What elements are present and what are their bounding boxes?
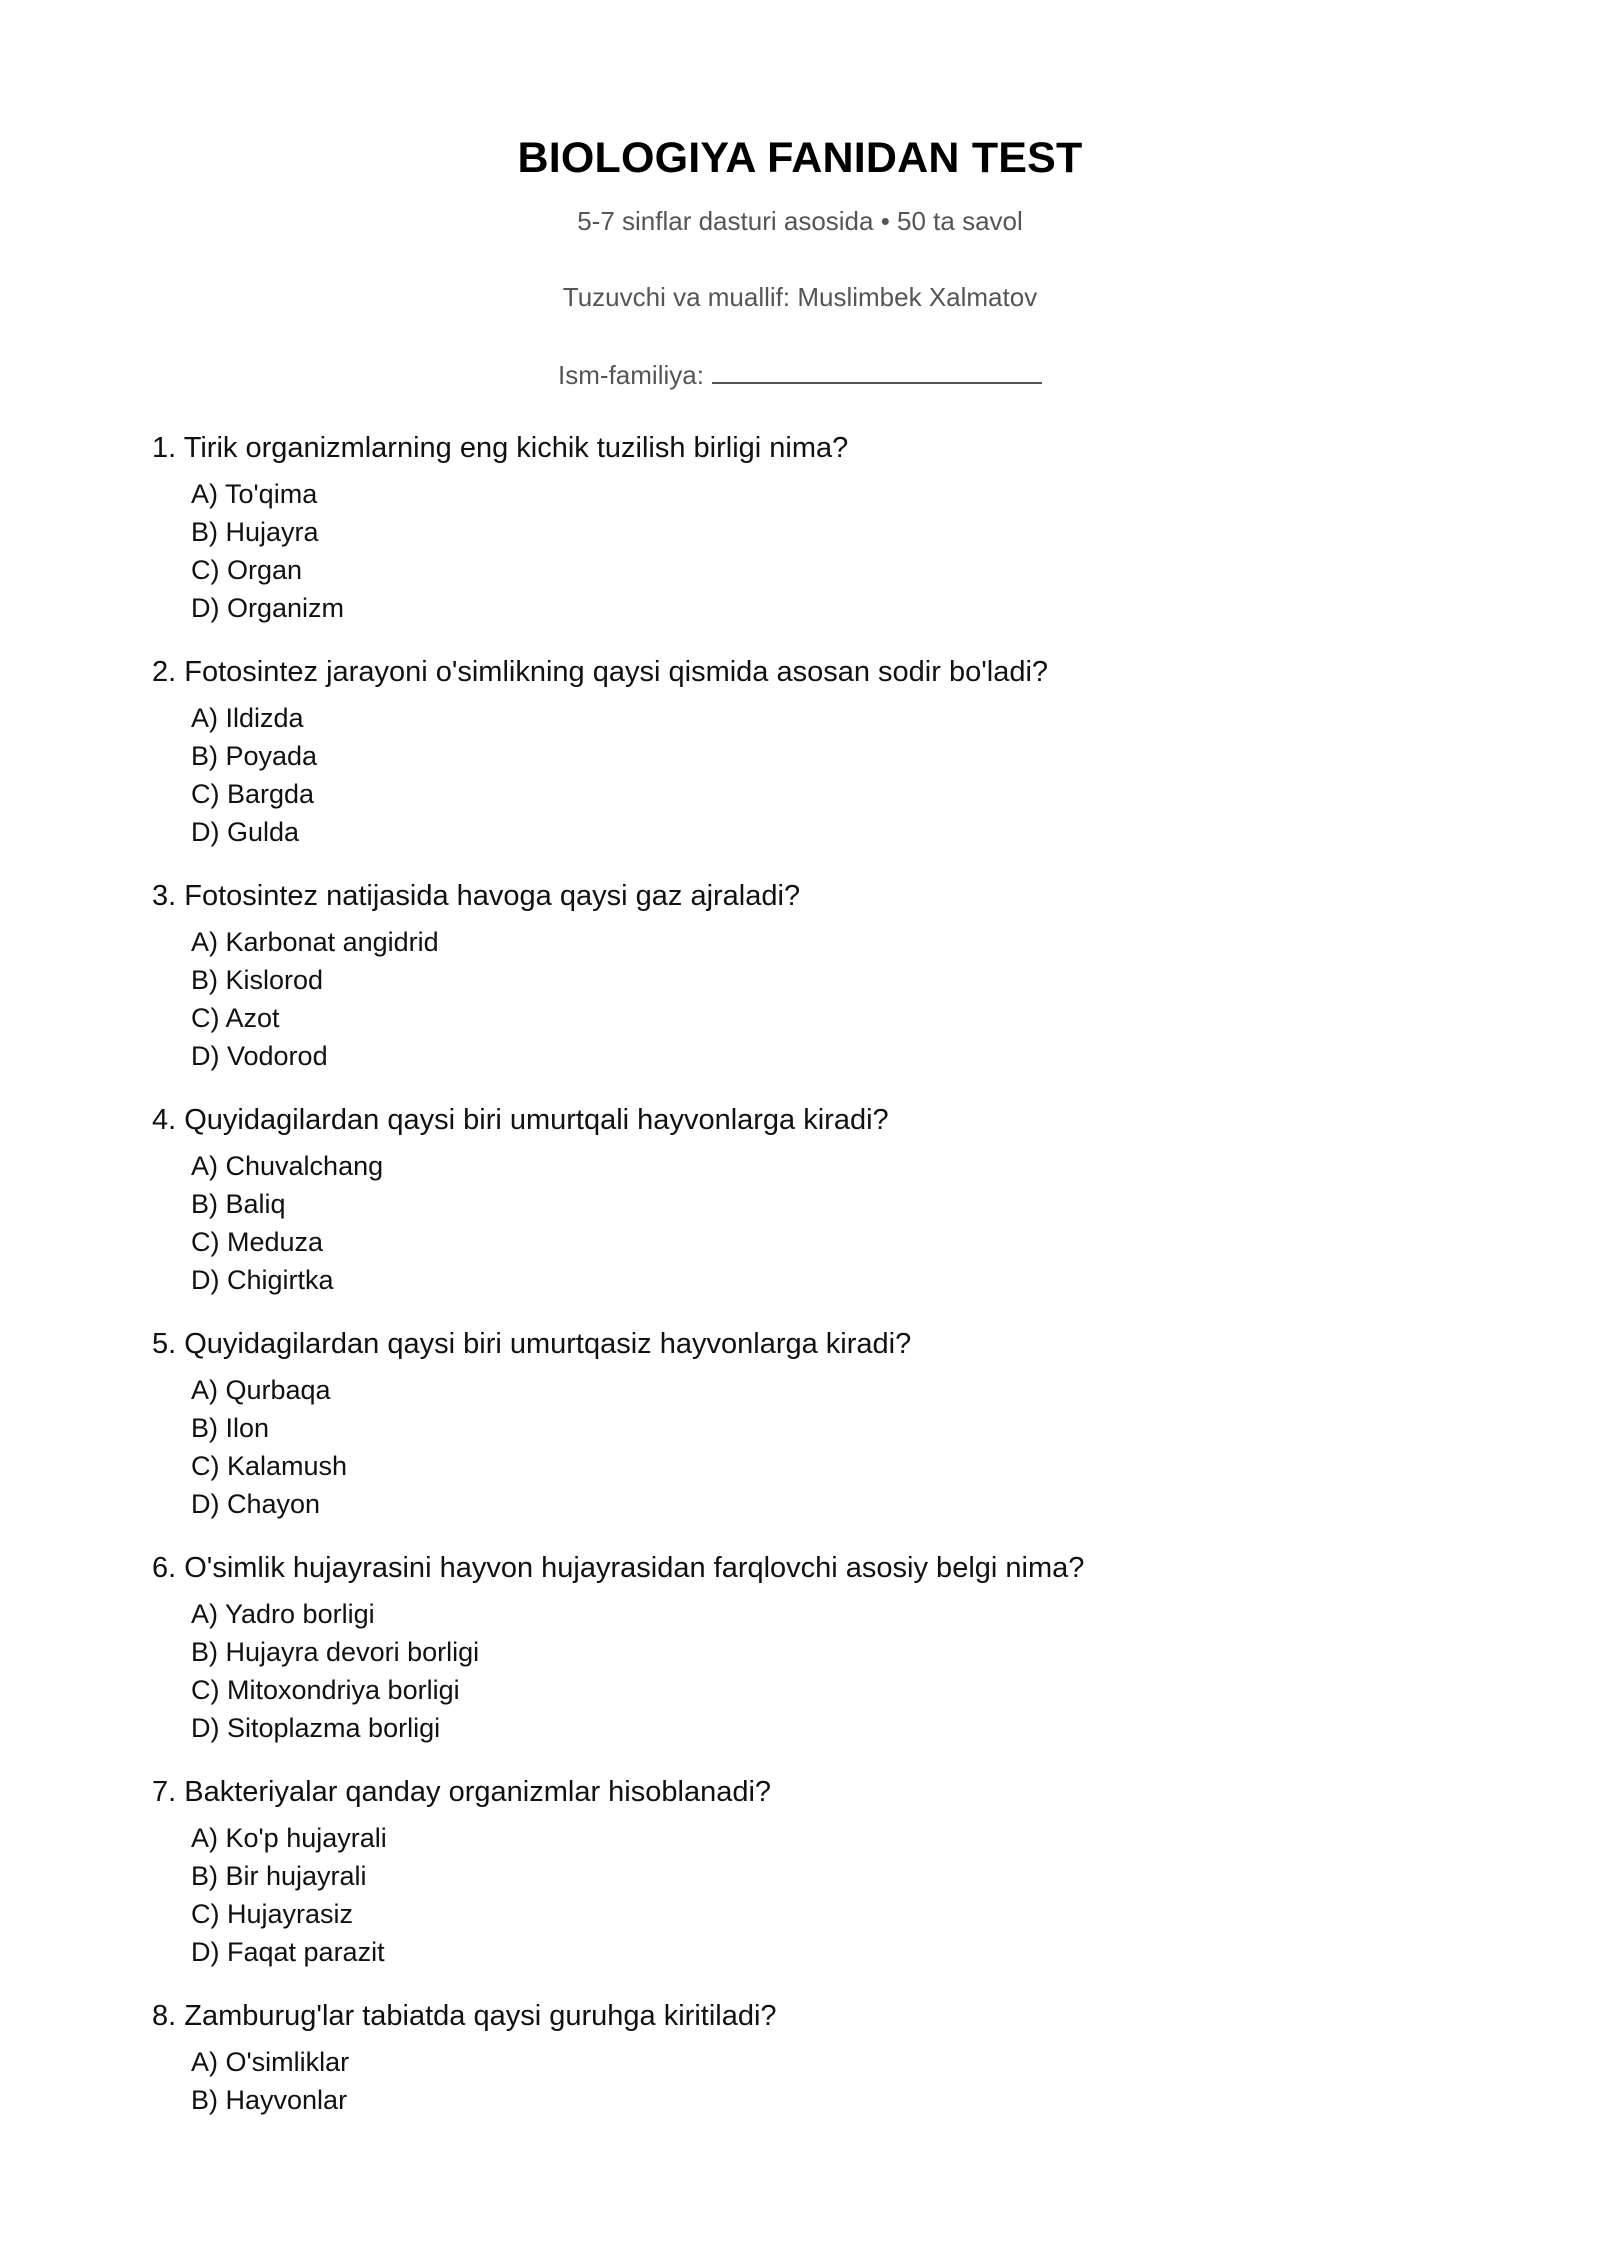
author-line: Tuzuvchi va muallif: Muslimbek Xalmatov — [562, 282, 1038, 312]
option-d: D) Organizm — [191, 593, 345, 623]
option-list — [152, 1595, 1452, 1747]
question-text: 3. Fotosintez natijasida havoga qaysi gaz ajraladi? — [152, 880, 801, 912]
question-text: 8. Zamburug'lar tabiatda qaysi guruhga kiritiladi? — [152, 2000, 777, 2032]
option-list — [152, 699, 1452, 851]
question-text: 2. Fotosintez jarayoni o'simlikning qaysi qismida asosan sodir bo'ladi? — [152, 656, 1049, 688]
name-field-label: Ism-familiya: — [558, 360, 704, 390]
option-c: C) Mitoxondriya borligi — [191, 1675, 460, 1705]
page-title: BIOLOGIYA FANIDAN TEST — [517, 134, 1083, 182]
option-c: C) Hujayrasiz — [191, 1899, 354, 1929]
option-a: A) Ildizda — [191, 703, 304, 733]
option-c: C) Organ — [191, 555, 303, 585]
option-b: B) Kislorod — [191, 965, 324, 995]
option-b: B) Ilon — [191, 1413, 270, 1443]
question-7 — [152, 1774, 1452, 1971]
option-c: C) Kalamush — [191, 1451, 348, 1481]
question-5 — [152, 1326, 1452, 1523]
option-c: C) Azot — [191, 1003, 280, 1033]
question-8 — [152, 1998, 1452, 2119]
option-a: A) To'qima — [191, 479, 318, 509]
subtitle: 5-7 sinflar dasturi asosida • 50 ta savol — [577, 206, 1023, 236]
option-d: D) Vodorod — [191, 1041, 328, 1071]
document-header — [0, 130, 1600, 392]
question-text: 6. O'simlik hujayrasini hayvon hujayrasidan farqlovchi asosiy belgi nima? — [152, 1552, 1085, 1584]
option-a: A) Ko'p hujayrali — [191, 1823, 387, 1853]
option-d: D) Faqat parazit — [191, 1937, 385, 1967]
question-text: 5. Quyidagilardan qaysi biri umurtqasiz hayvonlarga kiradi? — [152, 1328, 912, 1360]
name-blank-line — [712, 356, 1042, 384]
question-text: 1. Tirik organizmlarning eng kichik tuzilish birligi nima? — [152, 432, 849, 464]
question-2 — [152, 654, 1452, 851]
option-c: C) Bargda — [191, 779, 315, 809]
option-list — [152, 1147, 1452, 1299]
option-c: C) Meduza — [191, 1227, 324, 1257]
option-list — [152, 1819, 1452, 1971]
question-6 — [152, 1550, 1452, 1747]
option-a: A) Karbonat angidrid — [191, 927, 439, 957]
option-list — [152, 475, 1452, 627]
question-1 — [152, 430, 1452, 627]
question-4 — [152, 1102, 1452, 1299]
name-field — [0, 356, 1600, 392]
option-b: B) Poyada — [191, 741, 318, 771]
question-list — [152, 430, 1452, 2146]
question-text: 4. Quyidagilardan qaysi biri umurtqali hayvonlarga kiradi? — [152, 1104, 889, 1136]
option-d: D) Chayon — [191, 1489, 321, 1519]
option-list — [152, 1371, 1452, 1523]
option-list — [152, 923, 1452, 1075]
option-a: A) Qurbaqa — [191, 1375, 331, 1405]
option-list — [152, 2043, 1452, 2119]
option-a: A) Yadro borligi — [191, 1599, 375, 1629]
option-d: D) Chigirtka — [191, 1265, 334, 1295]
option-b: B) Hujayra devori borligi — [191, 1637, 480, 1667]
option-d: D) Sitoplazma borligi — [191, 1713, 441, 1743]
option-d: D) Gulda — [191, 817, 300, 847]
option-b: B) Hayvonlar — [191, 2085, 348, 2115]
option-b: B) Bir hujayrali — [191, 1861, 367, 1891]
option-b: B) Baliq — [191, 1189, 286, 1219]
option-b: B) Hujayra — [191, 517, 319, 547]
option-a: A) O'simliklar — [191, 2047, 350, 2077]
question-text: 7. Bakteriyalar qanday organizmlar hisoblanadi? — [152, 1776, 772, 1808]
question-3 — [152, 878, 1452, 1075]
option-a: A) Chuvalchang — [191, 1151, 384, 1181]
